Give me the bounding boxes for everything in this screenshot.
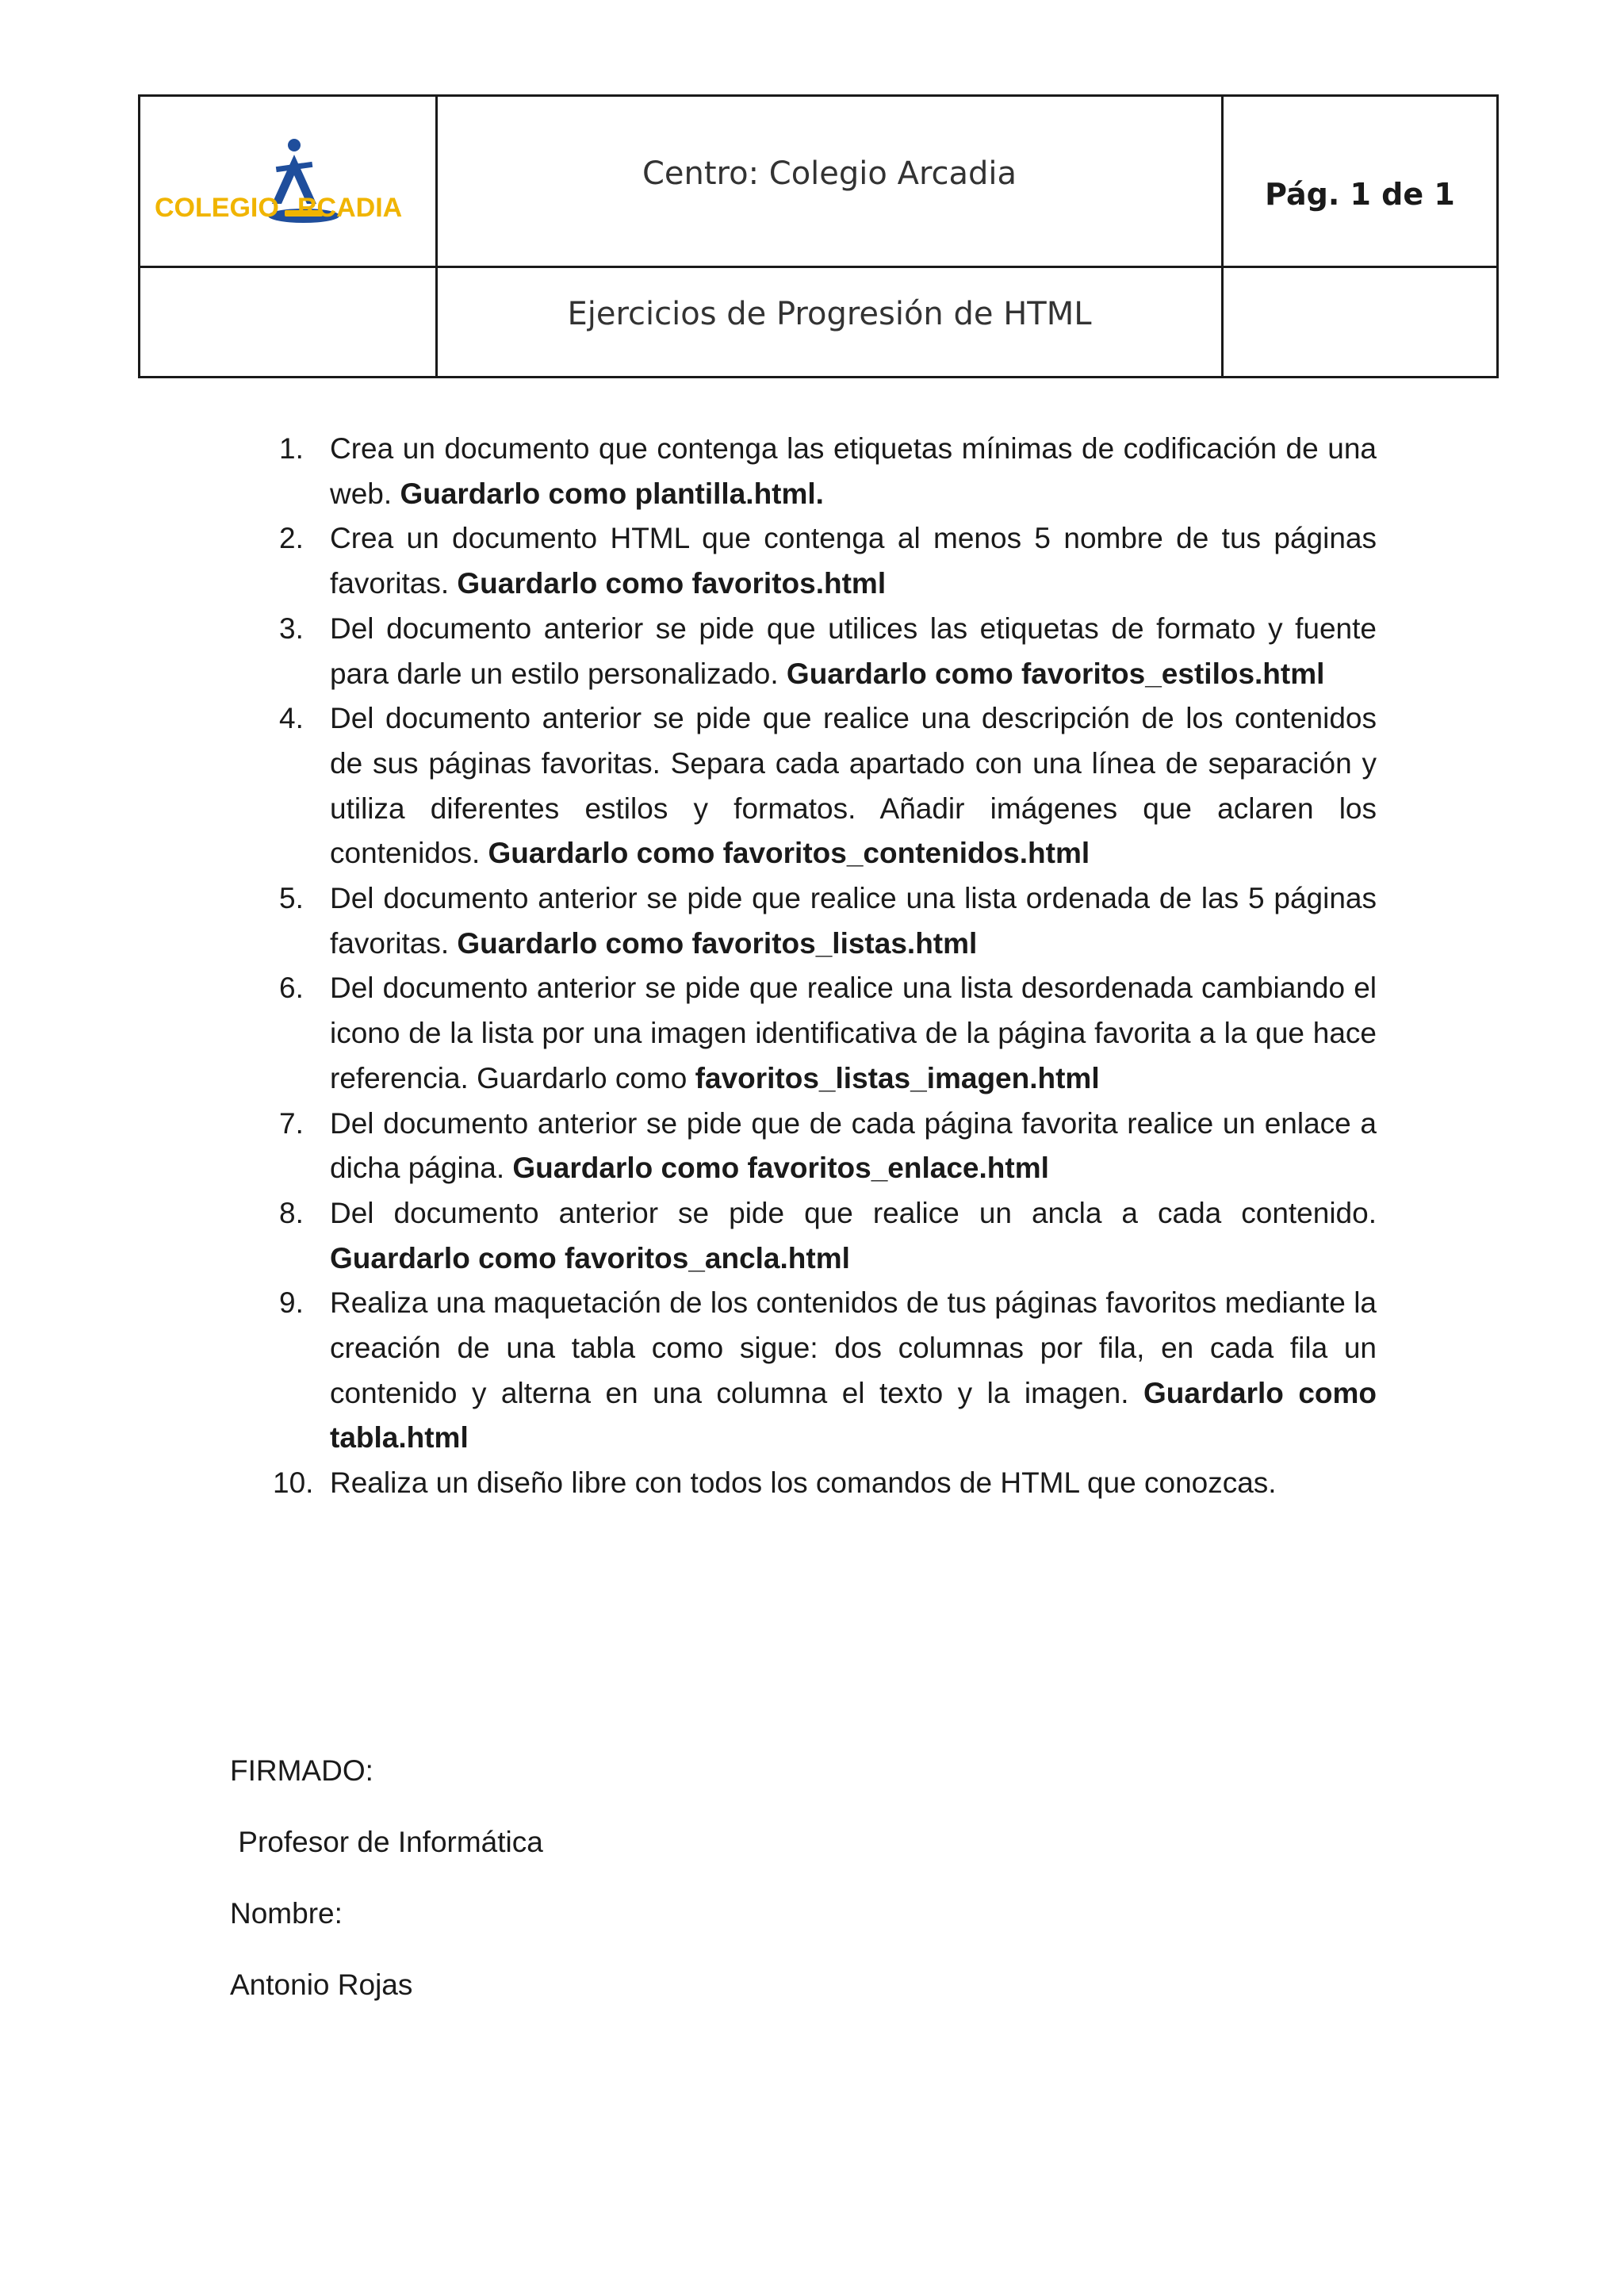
exercise-item bbox=[274, 876, 1377, 966]
exercise-text: Del documento anterior se pide que realice un ancla a cada contenido. bbox=[330, 1196, 1377, 1229]
exercise-number: 5. bbox=[279, 882, 304, 915]
exercise-item bbox=[274, 696, 1377, 876]
page-number-cell bbox=[1223, 96, 1498, 267]
exercise-number: 9. bbox=[279, 1286, 304, 1320]
center-title: Centro: Colegio Arcadia bbox=[642, 155, 1017, 192]
exercise-number: 2. bbox=[279, 522, 304, 555]
signer-name: Antonio Rojas bbox=[230, 1968, 413, 2001]
exercise-number: 7. bbox=[279, 1106, 304, 1140]
exercise-item bbox=[274, 1191, 1377, 1281]
exercise-save-instruction: Guardarlo como favoritos.html bbox=[457, 567, 887, 600]
exercise-save-instruction: Guardarlo como favoritos_listas.html bbox=[457, 926, 978, 960]
exercise-list bbox=[274, 427, 1377, 1506]
colegio-arcadia-logo bbox=[153, 134, 423, 229]
exercise-item bbox=[274, 966, 1377, 1101]
exercise-item bbox=[274, 1102, 1377, 1191]
exercise-text: Realiza un diseño libre con todos los comandos de HTML que conozcas. bbox=[330, 1466, 1277, 1500]
exercise-item bbox=[274, 1281, 1377, 1461]
center-title-cell bbox=[437, 96, 1223, 267]
empty-cell-right bbox=[1223, 267, 1498, 378]
exercise-item bbox=[274, 516, 1377, 606]
exercise-save-instruction: Guardarlo como tabla.html bbox=[330, 1376, 1377, 1455]
name-label: Nombre: bbox=[230, 1897, 343, 1930]
exercise-item bbox=[274, 607, 1377, 696]
exercise-save-instruction: Guardarlo como favoritos_enlace.html bbox=[512, 1152, 1049, 1185]
empty-cell-left bbox=[140, 267, 437, 378]
exercise-number: 1. bbox=[279, 432, 304, 465]
subtitle-cell bbox=[437, 267, 1223, 378]
exercise-text: Del documento anterior se pide que realice una lista desordenada cambiando el icono de la lista por una imagen identificativa de la página favorita a la que hace referencia. Guardarlo como bbox=[330, 972, 1377, 1094]
logo-text-colegio: COLEGIO bbox=[155, 192, 279, 223]
exercise-number: 8. bbox=[279, 1196, 304, 1229]
exercise-text: Del documento anterior se pide que utilices las etiquetas de formato y fuente para darle un estilo personalizado. bbox=[330, 611, 1377, 690]
exercise-text: Del documento anterior se pide que de cada página favorita realice un enlace a dicha página. bbox=[330, 1106, 1377, 1185]
signed-label: FIRMADO: bbox=[230, 1754, 373, 1787]
exercise-text: Crea un documento que contenga las etiquetas mínimas de codificación de una web. bbox=[330, 432, 1377, 510]
exercise-text: Realiza una maquetación de los contenidos de tus páginas favoritos mediante la creación de una tabla como sigue: dos columnas por fila, en cada fila un contenido y alterna en una columna el texto y la imagen. bbox=[330, 1286, 1377, 1409]
document-header-table bbox=[138, 94, 1499, 378]
exercise-save-instruction: Guardarlo como favoritos_estilos.html bbox=[786, 657, 1325, 690]
exercise-number: 10. bbox=[273, 1466, 314, 1500]
document-subtitle: Ejercicios de Progresión de HTML bbox=[567, 296, 1092, 332]
exercise-save-instruction: Guardarlo como plantilla.html. bbox=[400, 477, 824, 510]
exercise-number: 3. bbox=[279, 611, 304, 645]
exercise-save-instruction: Guardarlo como favoritos_ancla.html bbox=[330, 1241, 850, 1274]
signer-role: Profesor de Informática bbox=[230, 1826, 543, 1858]
exercise-text: Crea un documento HTML que contenga al menos 5 nombre de tus páginas favoritas. bbox=[330, 522, 1377, 600]
page-number: Pág. 1 de 1 bbox=[1265, 176, 1455, 212]
exercise-text: Del documento anterior se pide que realice una descripción de los contenidos de sus páginas favoritas. Separa cada apartado con una línea de separación y utiliza diferentes estilos y formatos. Añadir imágenes que aclaren los contenidos. bbox=[330, 702, 1377, 870]
exercise-number: 4. bbox=[279, 702, 304, 735]
exercise-save-instruction: Guardarlo como favoritos_contenidos.html bbox=[488, 837, 1090, 870]
logo-text-rcadia: RCADIA bbox=[297, 192, 403, 223]
exercise-number: 6. bbox=[279, 972, 304, 1005]
logo-cell bbox=[140, 96, 437, 267]
exercise-item bbox=[274, 1461, 1377, 1506]
exercise-item bbox=[274, 427, 1377, 516]
exercise-save-instruction: favoritos_listas_imagen.html bbox=[695, 1061, 1100, 1094]
exercise-text: Del documento anterior se pide que realice una lista ordenada de las 5 páginas favoritas. bbox=[330, 882, 1377, 960]
